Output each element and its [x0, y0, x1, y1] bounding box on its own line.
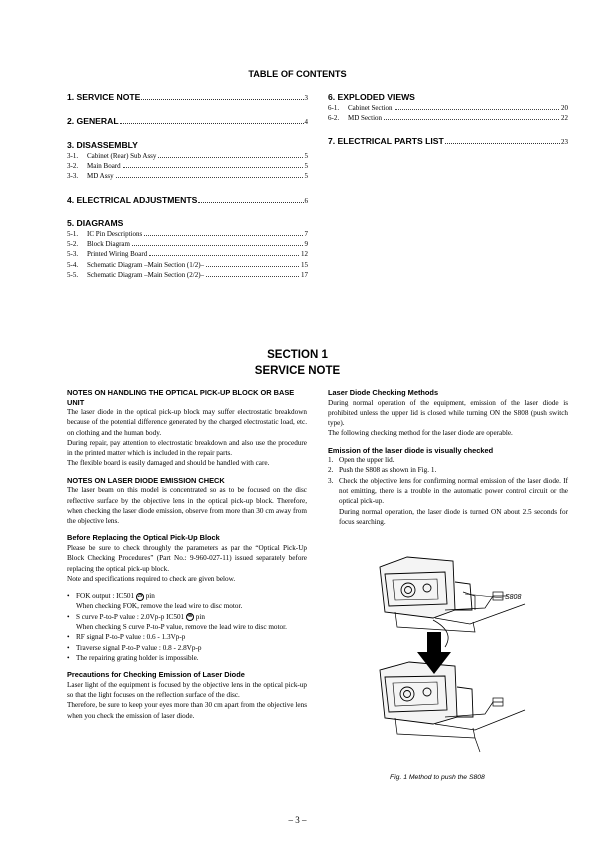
right-text-column [328, 388, 568, 527]
list-item: • The repairing grating holder is impossible. [67, 653, 307, 663]
heading-visual-check: Emission of the laser diode is visually checked [328, 445, 494, 455]
toc-item[interactable]: 5-2. Block Diagram 9 [67, 240, 308, 249]
page-number: – 3 – [288, 815, 307, 825]
toc-section-exploded-views [328, 92, 568, 124]
toc-entry-page: 23 [561, 138, 568, 146]
toc-entry-electrical-parts-list[interactable] [328, 136, 568, 148]
toc-entry-service-note[interactable] [67, 92, 308, 104]
figure-caption: Fig. 1 Method to push the S808 [390, 774, 485, 781]
toc-item[interactable]: 6-2. MD Section 22 [328, 114, 568, 123]
toc-section-diagrams [67, 218, 308, 281]
paragraph: The laser beam on this model is concentrated so as to be focused on the disc reflective surface by the objective lens in the optical pick-up block. Therefore, when checking the laser diode emission, observe from more than 30 cm away from the objective lens. [67, 486, 307, 526]
toc-section-disassembly [67, 140, 308, 183]
steps-list [328, 455, 568, 527]
toc-entry-title[interactable]: 6. EXPLODED VIEWS [328, 92, 415, 102]
toc-entry-page: 3 [304, 94, 308, 102]
heading-handling-pickup: NOTES ON HANDLING THE OPTICAL PICK-UP BLOCK OR BASE UNIT [67, 388, 295, 407]
heading-emission-check: NOTES ON LASER DIODE EMISSION CHECK [67, 475, 225, 485]
heading-precautions: Precautions for Checking Emission of Laser Diode [67, 670, 245, 680]
heading-checking-methods: Laser Diode Checking Methods [328, 388, 439, 397]
toc-item[interactable]: 5-4. Schematic Diagram –Main Section (1/2)– 15 [67, 260, 308, 269]
paragraph: The flexible board is easily damaged and should be handled with care. [67, 459, 270, 468]
toc-item[interactable]: 5-1. IC Pin Descriptions 7 [67, 230, 308, 238]
toc-item[interactable]: 3-2. Main Board 5 [67, 162, 308, 171]
paragraph: The following checking method for the laser diode are operable. [328, 429, 513, 438]
list-item: • RF signal P-to-P value : 0.6 - 1.3Vp-p [67, 632, 307, 642]
list-item: • S curve P-to-P value : 2.0Vp-p IC501 46 pin When checking S curve P-to-P value, remove the lead wire to disc motor. [67, 612, 307, 633]
toc-item[interactable]: 6-1. Cabinet Section 20 [328, 104, 568, 112]
heading-before-replacing: Before Replacing the Optical Pick-Up Block [67, 533, 220, 543]
paragraph: Note and specifications required to check are given below. [67, 574, 236, 583]
toc-item[interactable]: 5-3. Printed Wiring Board 12 [67, 250, 308, 259]
paragraph: During repair, pay attention to electrostatic breakdown and also use the procedure in the printed matter which is included in the repair parts. [67, 438, 307, 458]
section-title [0, 347, 595, 379]
pickup-mechanism-illustration [375, 552, 535, 757]
toc-entry-page: 4 [304, 118, 308, 126]
toc-entry-page: 6 [304, 197, 308, 205]
step-item: 3. Check the objective lens for confirming normal emission of the laser diode. If not emitting, there is a trouble in the automatic power control circuit or the optical pick-up. During normal operation, the laser diode is turned ON about 2.5 seconds for focus searching. [328, 476, 568, 526]
step-item: 1. Open the upper lid. [328, 456, 395, 465]
left-text-column [67, 388, 307, 721]
toc-entry-title[interactable]: 5. DIAGRAMS [67, 218, 124, 228]
step-item: 2. Push the S808 as shown in Fig. 1. [328, 466, 437, 475]
toc-item[interactable]: 5-5. Schematic Diagram –Main Section (2/2)– 17 [67, 270, 308, 279]
toc-item[interactable]: 3-3. MD Assy 5 [67, 172, 308, 181]
toc-title: TABLE OF CONTENTS [248, 69, 347, 79]
toc-entry-general[interactable] [67, 116, 308, 128]
paragraph: Please be sure to check throughly the parameters as par the “Optical Pick-Up Block Checking Procedures” (Part No.: 9-960-027-11) issued separately before replacing the optical pick-up block. [67, 543, 307, 573]
pin-number-badge: 29 [137, 593, 143, 599]
figure-label-s808: S808 [505, 594, 522, 601]
section-number: SECTION 1 [267, 349, 328, 361]
pin-number-badge: 46 [187, 614, 193, 620]
section-name: SERVICE NOTE [254, 365, 341, 377]
toc-entry-electrical-adjustments[interactable] [67, 195, 308, 207]
toc-entry-title: 1. SERVICE NOTE [67, 92, 141, 102]
toc-item[interactable]: 3-1. Cabinet (Rear) Sub Assy 5 [67, 152, 308, 160]
list-item: • Traverse signal P-to-P value : 0.8 - 2.8Vp-p [67, 643, 307, 653]
list-item: • FOK output : IC501 29 pin When checking FOK, remove the lead wire to disc motor. [67, 591, 307, 612]
spec-list [67, 591, 307, 663]
toc-entry-title: 2. GENERAL [67, 116, 119, 126]
paragraph: During normal operation of the equipment, emission of the laser diode is prohibited unless the upper lid is closed while turning ON the S808 (push switch type). [328, 398, 568, 428]
toc-entry-title: 7. ELECTRICAL PARTS LIST [328, 136, 444, 146]
paragraph: Laser light of the equipment is focused by the objective lens in the optical pick-up so that the light focuses on the reflection surface of the disc. [67, 680, 307, 700]
toc-entry-title[interactable]: 3. DISASSEMBLY [67, 140, 138, 150]
paragraph: Therefore, be sure to keep your eyes more than 30 cm apart from the objective lens when you check the emission of laser diode. [67, 701, 307, 720]
toc-entry-title: 4. ELECTRICAL ADJUSTMENTS [67, 195, 198, 205]
paragraph: The laser diode in the optical pick-up block may suffer electrostatic breakdown because of the potential difference generated by the charged electrostatic load, etc. on clothing and the human body. [67, 408, 307, 437]
